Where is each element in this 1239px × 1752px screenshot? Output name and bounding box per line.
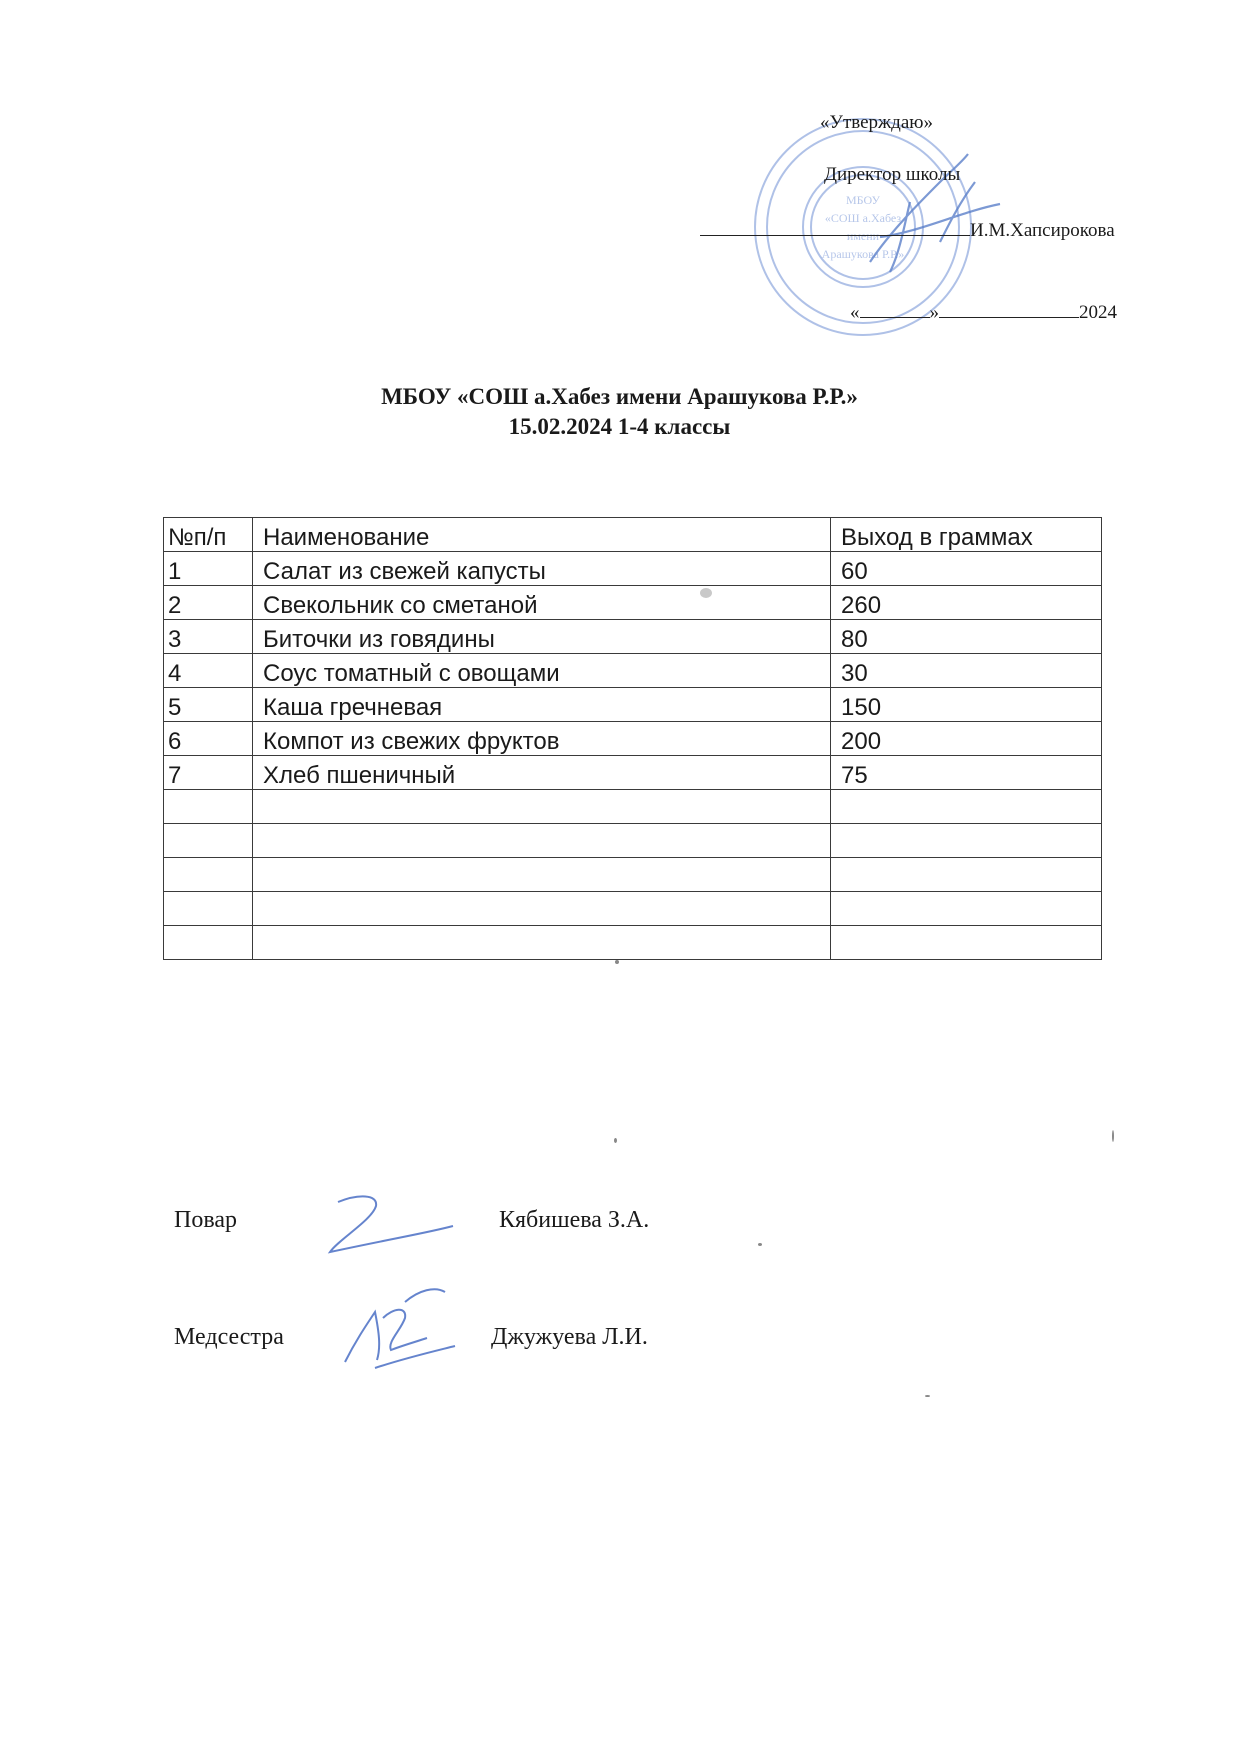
scan-speck <box>925 1395 930 1397</box>
row-yield-cell: 30 <box>831 654 1102 688</box>
row-yield-cell: 150 <box>831 688 1102 722</box>
scan-speck <box>615 960 619 964</box>
table-row <box>164 620 1102 654</box>
row-name-cell: Соус томатный с овощами <box>253 654 831 688</box>
row-number-cell: 3 <box>164 620 253 654</box>
row-name-cell: Свекольник со сметаной <box>253 586 831 620</box>
row-yield-cell <box>831 824 1102 858</box>
row-name-cell <box>253 892 831 926</box>
menu-table-body <box>164 552 1102 960</box>
day-blank <box>860 303 930 318</box>
school-name: МБОУ «СОШ а.Хабез имени Арашукова Р.Р.» <box>381 384 858 409</box>
stamp-line-3: имени <box>846 229 880 243</box>
table-row <box>164 926 1102 960</box>
row-number-cell: 6 <box>164 722 253 756</box>
date-open-quote: « <box>850 302 860 323</box>
row-number-cell: 5 <box>164 688 253 722</box>
table-row <box>164 586 1102 620</box>
row-yield-cell: 75 <box>831 756 1102 790</box>
approval-date-line <box>850 302 1117 324</box>
document-title <box>0 382 1239 442</box>
row-name-cell: Салат из свежей капусты <box>253 552 831 586</box>
table-row <box>164 654 1102 688</box>
stamp-line-4: Арашукова Р.Р.» <box>821 247 905 261</box>
date-year: 2024 <box>1079 302 1117 323</box>
signature-blank <box>700 221 970 236</box>
stamp-line-1: МБОУ <box>846 193 880 207</box>
stamp-line-2: «СОШ а.Хабез <box>824 211 902 225</box>
row-number-cell: 2 <box>164 586 253 620</box>
row-name-cell <box>253 824 831 858</box>
row-name-cell <box>253 858 831 892</box>
scan-speck <box>758 1243 762 1246</box>
table-row <box>164 824 1102 858</box>
row-number-cell: 7 <box>164 756 253 790</box>
table-row <box>164 688 1102 722</box>
approve-label: «Утверждаю» <box>820 112 933 133</box>
director-name: И.М.Хапсирокова <box>970 220 1115 241</box>
menu-table <box>163 517 1102 960</box>
row-yield-cell <box>831 892 1102 926</box>
row-yield-cell: 200 <box>831 722 1102 756</box>
table-row <box>164 552 1102 586</box>
row-number-cell <box>164 892 253 926</box>
table-row <box>164 892 1102 926</box>
scan-speck <box>614 1138 617 1143</box>
col-yield-header: Выход в граммах <box>831 518 1102 552</box>
row-number-cell <box>164 824 253 858</box>
table-row <box>164 790 1102 824</box>
row-number-cell <box>164 858 253 892</box>
row-name-cell: Хлеб пшеничный <box>253 756 831 790</box>
row-number-cell <box>164 790 253 824</box>
table-header-row <box>164 518 1102 552</box>
date-close-quote: » <box>929 302 939 323</box>
month-blank <box>939 303 1079 318</box>
row-yield-cell: 260 <box>831 586 1102 620</box>
col-number-header: №п/п <box>164 518 253 552</box>
col-name-header: Наименование <box>253 518 831 552</box>
cook-name: Кябишева З.А. <box>499 1207 650 1233</box>
nurse-role: Медсестра <box>174 1324 284 1350</box>
row-yield-cell <box>831 926 1102 960</box>
nurse-handwritten-signature <box>335 1272 465 1372</box>
table-row <box>164 756 1102 790</box>
row-number-cell: 1 <box>164 552 253 586</box>
date-and-classes: 15.02.2024 1-4 классы <box>508 414 731 439</box>
cook-handwritten-signature <box>318 1180 458 1260</box>
row-name-cell: Каша гречневая <box>253 688 831 722</box>
row-number-cell: 4 <box>164 654 253 688</box>
director-position: Директор школы <box>824 164 961 185</box>
row-yield-cell: 80 <box>831 620 1102 654</box>
table-row <box>164 858 1102 892</box>
row-yield-cell: 60 <box>831 552 1102 586</box>
scan-speck <box>1112 1130 1114 1142</box>
cook-role: Повар <box>174 1207 237 1233</box>
director-signature-line <box>700 220 1115 242</box>
row-yield-cell <box>831 790 1102 824</box>
row-name-cell: Биточки из говядины <box>253 620 831 654</box>
row-number-cell <box>164 926 253 960</box>
row-yield-cell <box>831 858 1102 892</box>
row-name-cell <box>253 790 831 824</box>
table-row <box>164 722 1102 756</box>
scan-speck <box>700 588 712 598</box>
row-name-cell <box>253 926 831 960</box>
row-name-cell: Компот из свежих фруктов <box>253 722 831 756</box>
nurse-name: Джужуева Л.И. <box>491 1324 648 1350</box>
